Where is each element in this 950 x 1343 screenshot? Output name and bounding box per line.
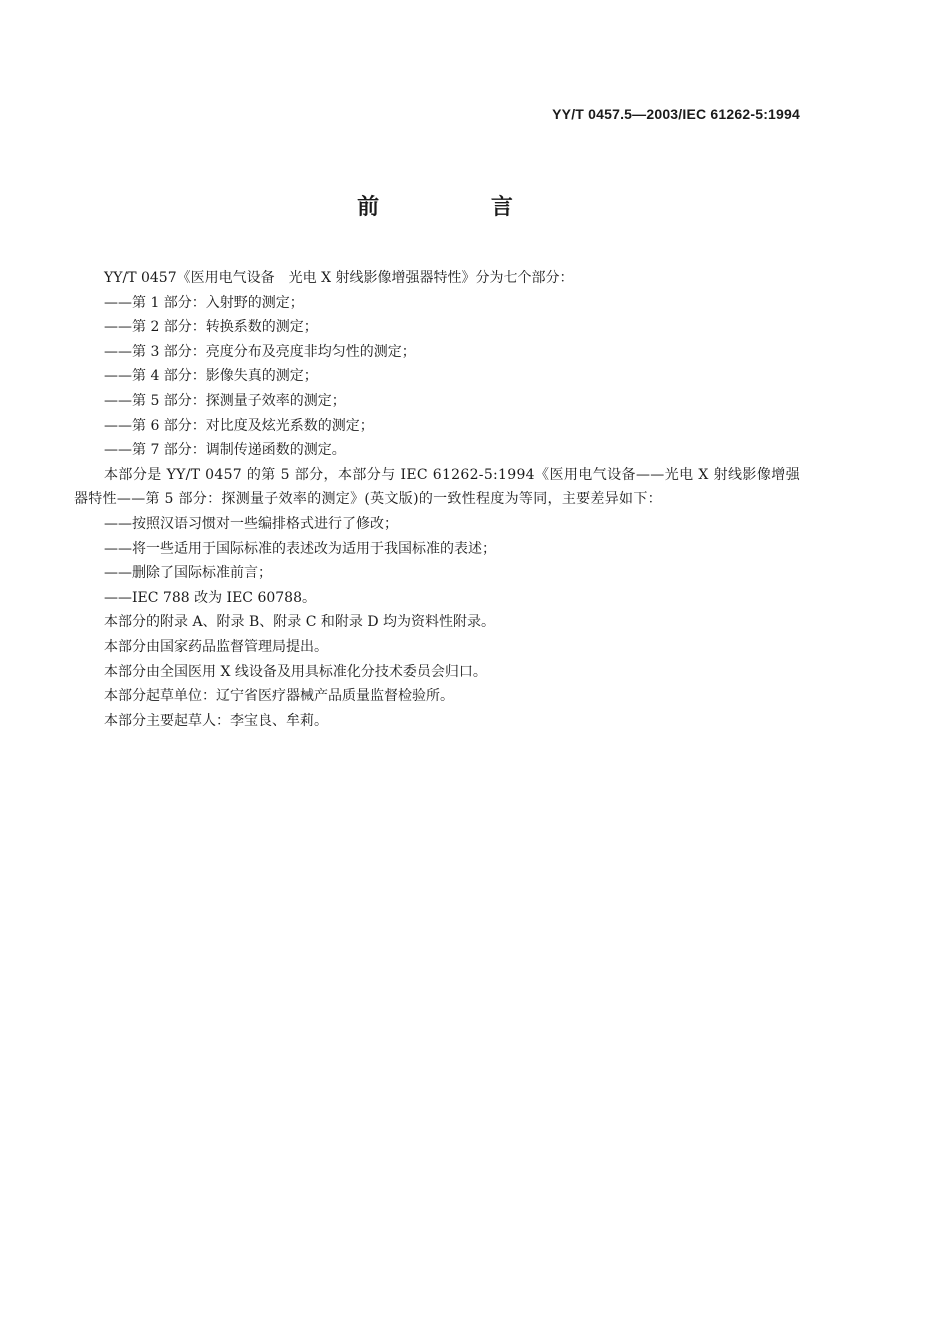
part-item-3: ——第 3 部分：亮度分布及亮度非均匀性的测定； xyxy=(104,343,416,360)
document-body xyxy=(74,266,800,733)
parts-list xyxy=(74,291,800,463)
part-item-1: ——第 1 部分：入射野的测定； xyxy=(104,294,304,311)
statement-proposer: 本部分由国家药品监督管理局提出。 xyxy=(104,638,328,655)
statement-annexes: 本部分的附录 A、附录 B、附录 C 和附录 D 均为资料性附录。 xyxy=(104,614,496,631)
page-title: 前 言 xyxy=(357,195,565,220)
part-item-6: ——第 6 部分：对比度及炫光系数的测定； xyxy=(104,417,374,434)
standard-id-header: YY/T 0457.5—2003/IEC 61262-5:1994 xyxy=(552,106,800,122)
difference-item-2: ——将一些适用于国际标准的表述改为适用于我国标准的表述； xyxy=(104,540,496,557)
difference-item-4: ——IEC 788 改为 IEC 60788。 xyxy=(104,589,316,606)
statements-list xyxy=(74,610,800,733)
part-item-5: ——第 5 部分：探测量子效率的测定； xyxy=(104,392,346,409)
part-item-4: ——第 4 部分：影像失真的测定； xyxy=(104,368,318,385)
part-item-2: ——第 2 部分：转换系数的测定； xyxy=(104,319,318,336)
part-item-7: ——第 7 部分：调制传递函数的测定。 xyxy=(104,442,346,459)
intro-line: YY/T 0457《医用电气设备 光电 X 射线影像增强器特性》分为七个部分： xyxy=(104,270,574,286)
equivalence-paragraph: 本部分是 YY/T 0457 的第 5 部分，本部分与 IEC 61262-5:1994《医用电气设备——光电 X 射线影像增强器特性——第 5 部分：探测量子效率的测定》(英文版)的一致性程度为等同，主要差异如下： xyxy=(74,466,800,508)
statement-committee: 本部分由全国医用 X 线设备及用具标准化分技术委员会归口。 xyxy=(104,663,487,680)
differences-list xyxy=(74,512,800,610)
difference-item-3: ——删除了国际标准前言； xyxy=(104,565,272,582)
statement-drafters: 本部分主要起草人：李宝良、牟莉。 xyxy=(104,712,328,729)
statement-drafting-unit: 本部分起草单位：辽宁省医疗器械产品质量监督检验所。 xyxy=(104,688,454,705)
difference-item-1: ——按照汉语习惯对一些编排格式进行了修改； xyxy=(104,515,398,532)
